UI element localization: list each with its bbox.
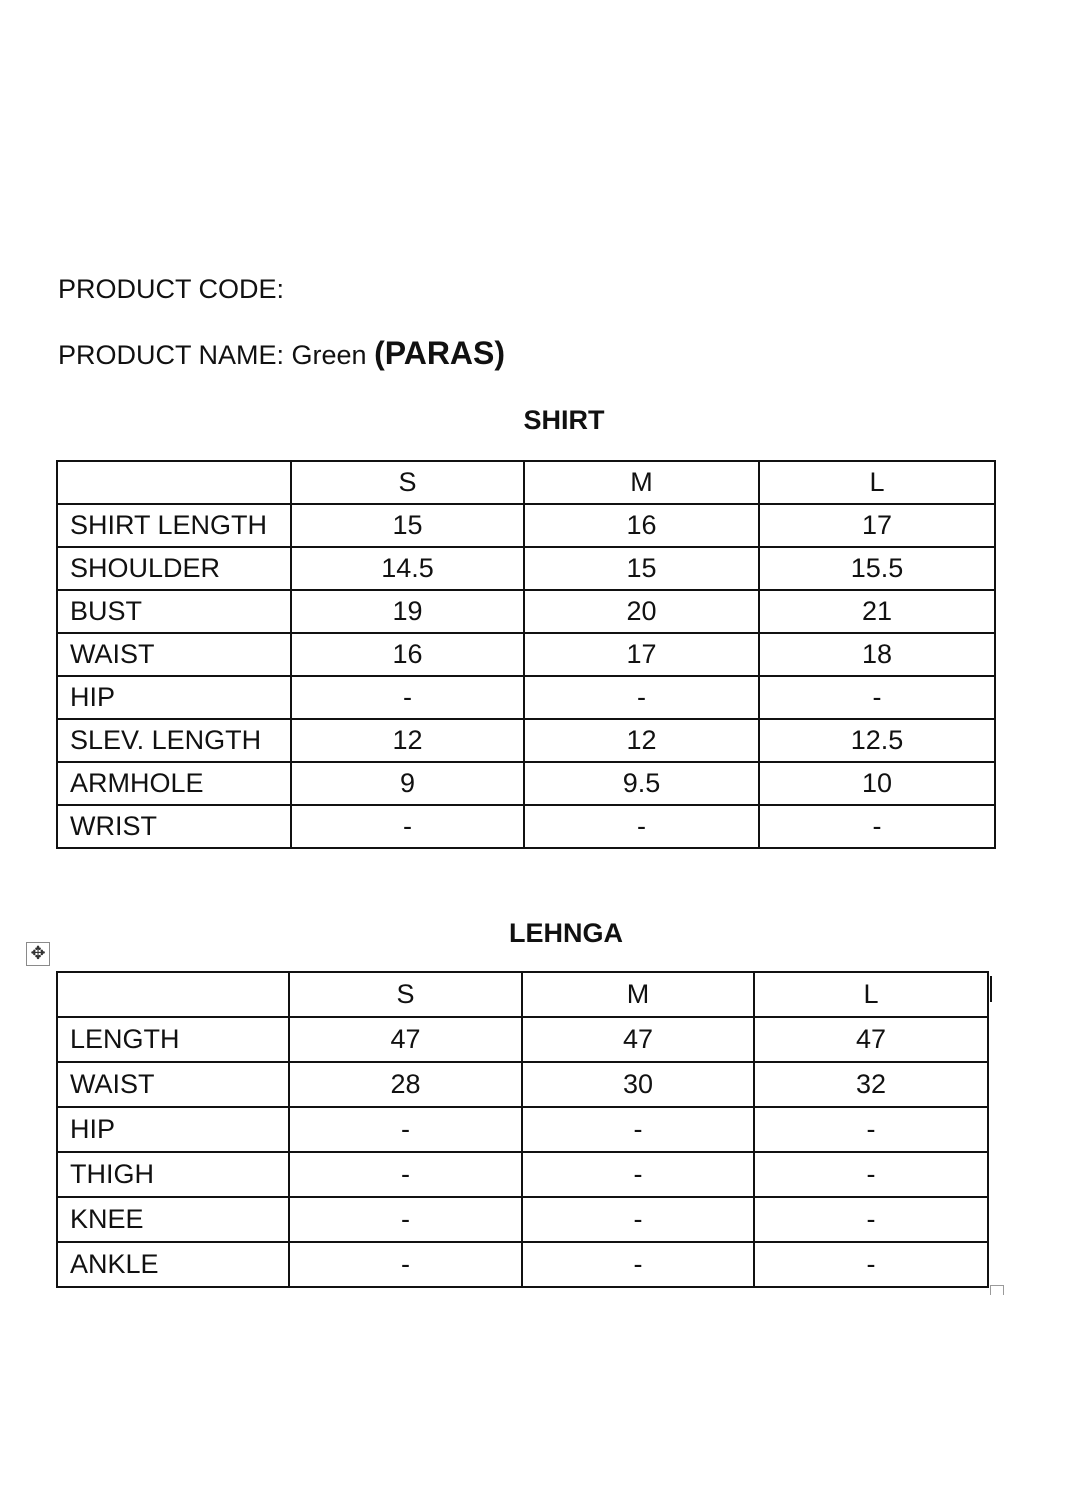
table-header-row: [57, 972, 988, 1017]
lehnga-section-title: LEHNGA: [509, 918, 623, 948]
table-row: [57, 1107, 988, 1152]
measurement-value-cell[interactable]: 16: [524, 504, 759, 547]
measurement-label-cell[interactable]: SLEV. LENGTH: [57, 719, 291, 762]
table-row: [57, 676, 995, 719]
size-header-cell[interactable]: S: [289, 972, 522, 1017]
table-row: [57, 633, 995, 676]
measurement-label-cell[interactable]: LENGTH: [57, 1017, 289, 1062]
measurement-value-cell[interactable]: -: [754, 1107, 988, 1152]
measurement-value-cell[interactable]: 14.5: [291, 547, 524, 590]
measurement-value-cell[interactable]: 47: [289, 1017, 522, 1062]
measurement-value-cell[interactable]: 12: [291, 719, 524, 762]
measurement-label-cell[interactable]: WRIST: [57, 805, 291, 848]
measurement-label-cell[interactable]: HIP: [57, 676, 291, 719]
measurement-label-cell[interactable]: ANKLE: [57, 1242, 289, 1287]
measurement-label-cell[interactable]: BUST: [57, 590, 291, 633]
table-row: [57, 1197, 988, 1242]
table-row: [57, 1017, 988, 1062]
measurement-value-cell[interactable]: 21: [759, 590, 995, 633]
measurement-value-cell[interactable]: -: [759, 805, 995, 848]
measurement-value-cell[interactable]: 32: [754, 1062, 988, 1107]
size-header-cell[interactable]: L: [759, 461, 995, 504]
measurement-value-cell[interactable]: 47: [754, 1017, 988, 1062]
measurement-value-cell[interactable]: 28: [289, 1062, 522, 1107]
move-arrows-icon[interactable]: ✥: [26, 942, 50, 966]
size-header-cell[interactable]: M: [524, 461, 759, 504]
product-name-label: PRODUCT NAME: Green: [58, 340, 367, 370]
measurement-value-cell[interactable]: 47: [522, 1017, 754, 1062]
measurement-value-cell[interactable]: -: [759, 676, 995, 719]
measurement-value-cell[interactable]: -: [289, 1242, 522, 1287]
measurement-value-cell[interactable]: -: [522, 1197, 754, 1242]
measurement-value-cell[interactable]: 15: [524, 547, 759, 590]
measurement-value-cell[interactable]: -: [291, 676, 524, 719]
measurement-value-cell[interactable]: 17: [524, 633, 759, 676]
size-header-cell[interactable]: L: [754, 972, 988, 1017]
measurement-value-cell[interactable]: 12.5: [759, 719, 995, 762]
measurement-value-cell[interactable]: 12: [524, 719, 759, 762]
measurement-value-cell[interactable]: 9: [291, 762, 524, 805]
measurement-value-cell[interactable]: -: [524, 805, 759, 848]
measurement-label-cell[interactable]: THIGH: [57, 1152, 289, 1197]
table-row: [57, 719, 995, 762]
measurement-label-cell[interactable]: SHOULDER: [57, 547, 291, 590]
measurement-value-cell[interactable]: -: [524, 676, 759, 719]
table-row: [57, 762, 995, 805]
measurement-value-cell[interactable]: -: [754, 1197, 988, 1242]
measurement-value-cell[interactable]: 19: [291, 590, 524, 633]
table-header-row: [57, 461, 995, 504]
measurement-value-cell[interactable]: 15.5: [759, 547, 995, 590]
table-row: [57, 1062, 988, 1107]
measurement-value-cell[interactable]: 16: [291, 633, 524, 676]
table-row: [57, 1242, 988, 1287]
size-header-cell[interactable]: S: [291, 461, 524, 504]
measurement-value-cell[interactable]: 10: [759, 762, 995, 805]
table-row: [57, 547, 995, 590]
measurement-value-cell[interactable]: 18: [759, 633, 995, 676]
measurement-label-cell[interactable]: HIP: [57, 1107, 289, 1152]
resize-handle-icon[interactable]: [990, 1285, 1004, 1295]
measurement-value-cell[interactable]: -: [754, 1152, 988, 1197]
measurement-value-cell[interactable]: -: [289, 1197, 522, 1242]
product-name-bold: (PARAS): [374, 335, 506, 371]
measurement-label-cell[interactable]: KNEE: [57, 1197, 289, 1242]
table-corner-cell[interactable]: [57, 972, 289, 1017]
product-name: [58, 337, 505, 371]
measurement-value-cell[interactable]: -: [291, 805, 524, 848]
text-cursor: [990, 976, 992, 1002]
measurement-value-cell[interactable]: 15: [291, 504, 524, 547]
measurement-value-cell[interactable]: -: [289, 1152, 522, 1197]
lehnga-size-table: [56, 971, 989, 1288]
measurement-value-cell[interactable]: 17: [759, 504, 995, 547]
measurement-value-cell[interactable]: -: [522, 1107, 754, 1152]
measurement-label-cell[interactable]: ARMHOLE: [57, 762, 291, 805]
table-row: [57, 1152, 988, 1197]
size-header-cell[interactable]: M: [522, 972, 754, 1017]
shirt-size-table: [56, 460, 996, 849]
measurement-value-cell[interactable]: 30: [522, 1062, 754, 1107]
measurement-value-cell[interactable]: -: [289, 1107, 522, 1152]
measurement-value-cell[interactable]: -: [522, 1242, 754, 1287]
product-code-label: PRODUCT CODE:: [58, 274, 285, 304]
measurement-label-cell[interactable]: WAIST: [57, 633, 291, 676]
shirt-section-title: SHIRT: [523, 405, 605, 435]
measurement-label-cell[interactable]: SHIRT LENGTH: [57, 504, 291, 547]
table-row: [57, 504, 995, 547]
measurement-label-cell[interactable]: WAIST: [57, 1062, 289, 1107]
table-row: [57, 590, 995, 633]
table-corner-cell[interactable]: [57, 461, 291, 504]
table-row: [57, 805, 995, 848]
measurement-value-cell[interactable]: -: [754, 1242, 988, 1287]
measurement-value-cell[interactable]: 20: [524, 590, 759, 633]
measurement-value-cell[interactable]: 9.5: [524, 762, 759, 805]
measurement-value-cell[interactable]: -: [522, 1152, 754, 1197]
